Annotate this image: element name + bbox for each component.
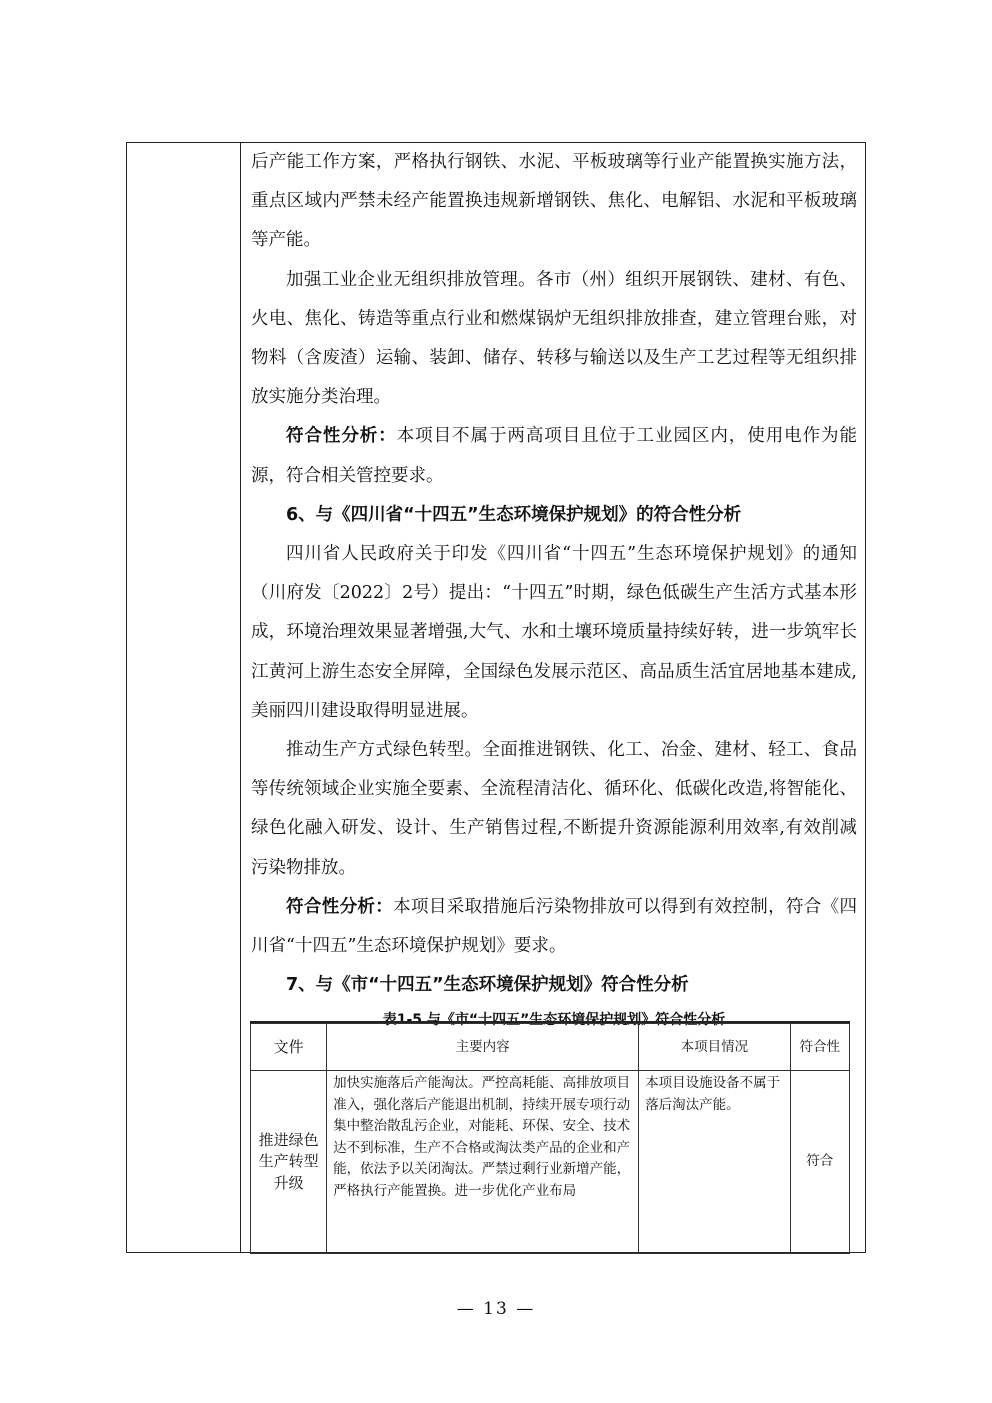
section-heading-7: 7、与《市“十四五”生态环境保护规划》符合性分析 xyxy=(286,975,689,996)
section-heading-6: 6、与《四川省“十四五”生态环境保护规划》的符合性分析 xyxy=(286,504,742,525)
row-project: 本项目设施设备不属于落后淘汰产能。 xyxy=(639,1071,790,1254)
row-file: 推进绿色生产转型升级 xyxy=(251,1071,327,1254)
header-project: 本项目情况 xyxy=(639,1024,790,1071)
analysis-text: 本项目不属于两高项目且位于工业园区内，使用电作为能源，符合相关管控要求。 xyxy=(251,426,858,486)
paragraph: 推动生产方式绿色转型。全面推进钢铁、化工、冶金、建材、轻工、食品等传统领域企业实施全要素、全流程清洁化、循环化、低碳化改造,将智能化、绿色化融入研发、设计、生产销售过程,不断提升资源能源利用效率,有效削减污染物排放。 xyxy=(251,740,857,878)
page-number: — 13 — xyxy=(456,1299,536,1319)
header-fit: 符合性 xyxy=(790,1024,850,1071)
analysis-paragraph xyxy=(251,417,857,495)
paragraph: 四川省人民政府关于印发《四川省“十四五”生态环境保护规划》的通知（川府发〔2022〕2号）提出：“十四五”时期，绿色低碳生产生活方式基本形成，环境治理效果显著增强,大气、水和土壤环境质量持续好转，进一步筑牢长江黄河上游生态安全屏障，全国绿色发展示范区、高品质生活宜居地基本建成,美丽四川建设取得明显进展。 xyxy=(251,544,857,721)
analysis-label: 符合性分析： xyxy=(286,426,397,447)
table-header-row xyxy=(251,1024,850,1071)
compliance-table xyxy=(250,1023,850,1254)
analysis-text: 本项目采取措施后污染物排放可以得到有效控制，符合《四川省“十四五”生态环境保护规划》要求。 xyxy=(251,896,858,957)
table-caption: 表1-5 与《市“十四五”生态环境保护规划》符合性分析 xyxy=(382,1012,726,1029)
header-content: 主要内容 xyxy=(327,1024,639,1071)
table-row xyxy=(251,1071,850,1254)
row-content xyxy=(327,1071,639,1254)
analysis-paragraph xyxy=(251,888,857,966)
paragraph: 加强工业企业无组织排放管理。各市（州）组织开展钢铁、建材、有色、火电、焦化、铸造等重点行业和燃煤锅炉无组织排放排查，建立管理台账，对物料（含废渣）运输、装卸、储存、转移与输送以及生产工艺过程等无组织排放实施分类治理。 xyxy=(251,269,857,408)
row-fit: 符合 xyxy=(790,1071,850,1254)
left-label-column xyxy=(127,143,241,1252)
paragraph: 后产能工作方案，严格执行钢铁、水泥、平板玻璃等行业产能置换实施方法，重点区域内严禁未经产能置换违规新增钢铁、焦化、电解铝、水泥和平板玻璃等产能。 xyxy=(251,152,857,251)
body-text xyxy=(251,143,857,1033)
header-file: 文件 xyxy=(251,1024,327,1071)
analysis-label: 符合性分析： xyxy=(286,896,394,917)
row-content-text: 加快实施落后产能淘汰。严控高耗能、高排放项目准入，强化落后产能退出机制，持续开展专项行动集中整治散乱污企业，对能耗、环保、安全、技术达不到标准，生产不合格或淘汰类产品的企业和产能，依法予以关闭淘汰。严禁过剩行业新增产能，严格执行产能置换。进一步优化产业布局 xyxy=(333,1075,631,1199)
